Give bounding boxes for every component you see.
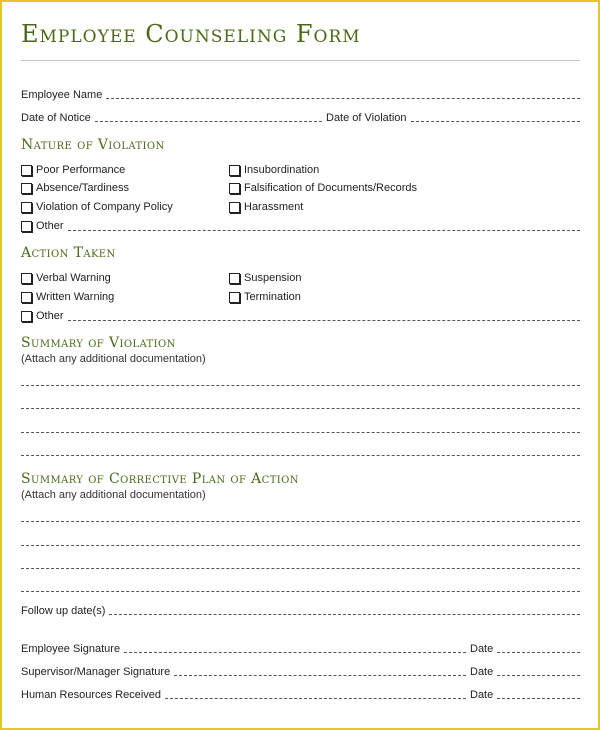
checkbox-icon[interactable] (21, 292, 32, 303)
supervisor-signature-line[interactable] (174, 675, 466, 676)
corrective-plan-line-2[interactable] (21, 545, 580, 546)
checkbox-written-warning[interactable] (21, 290, 114, 304)
corrective-plan-heading: Summary of Corrective Plan of Action (21, 471, 299, 487)
checkbox-company-policy[interactable] (21, 200, 173, 214)
date-of-notice-line[interactable] (95, 121, 322, 122)
checkbox-insubordination[interactable] (229, 163, 319, 177)
hr-date-line[interactable] (497, 698, 580, 699)
summary-violation-line-1[interactable] (21, 385, 580, 386)
follow-up-line[interactable] (109, 614, 580, 615)
follow-up-label: Follow up date(s) (21, 605, 106, 617)
checkbox-termination[interactable] (229, 290, 301, 304)
checkbox-icon[interactable] (21, 311, 32, 322)
hr-received-label: Human Resources Received (21, 689, 162, 701)
employee-name-label: Employee Name (21, 89, 103, 101)
form-title: Employee Counseling Form (21, 20, 361, 48)
supervisor-signature-field[interactable] (21, 664, 466, 678)
checkbox-icon[interactable] (21, 221, 32, 232)
employee-signature-line[interactable] (124, 652, 466, 653)
employee-date-field[interactable] (470, 641, 580, 655)
checkbox-falsification[interactable] (229, 181, 417, 195)
supervisor-signature-label: Supervisor/Manager Signature (21, 666, 171, 678)
title-rule (21, 60, 580, 61)
other-action-line[interactable] (68, 320, 580, 321)
checkbox-icon[interactable] (229, 183, 240, 194)
hr-received-field[interactable] (21, 687, 466, 701)
checkbox-harassment[interactable] (229, 200, 303, 214)
summary-violation-line-3[interactable] (21, 432, 580, 433)
checkbox-icon[interactable] (229, 165, 240, 176)
checkbox-label: Termination (244, 291, 301, 303)
supervisor-date-line[interactable] (497, 675, 580, 676)
corrective-plan-note: (Attach any additional documentation) (21, 489, 206, 501)
checkbox-action-other[interactable] (21, 309, 580, 323)
checkbox-icon[interactable] (21, 183, 32, 194)
follow-up-field[interactable] (21, 603, 580, 617)
summary-violation-line-4[interactable] (21, 455, 580, 456)
employee-signature-field[interactable] (21, 641, 466, 655)
date-of-violation-line[interactable] (411, 121, 580, 122)
checkbox-label: Violation of Company Policy (36, 201, 173, 213)
checkbox-icon[interactable] (229, 292, 240, 303)
corrective-plan-line-3[interactable] (21, 568, 580, 569)
checkbox-violation-other[interactable] (21, 219, 580, 233)
checkbox-label: Harassment (244, 201, 304, 213)
checkbox-absence-tardiness[interactable] (21, 181, 129, 195)
checkbox-label: Absence/Tardiness (36, 182, 129, 194)
checkbox-poor-performance[interactable] (21, 163, 125, 177)
date-label: Date (470, 643, 494, 655)
employee-name-field[interactable] (21, 87, 580, 101)
date-of-notice-label: Date of Notice (21, 112, 91, 124)
checkbox-icon[interactable] (21, 202, 32, 213)
checkbox-label: Verbal Warning (36, 272, 111, 284)
employee-signature-label: Employee Signature (21, 643, 121, 655)
date-label: Date (470, 689, 494, 701)
action-taken-heading: Action Taken (21, 245, 116, 261)
summary-violation-note: (Attach any additional documentation) (21, 353, 206, 365)
checkbox-verbal-warning[interactable] (21, 271, 111, 285)
supervisor-date-field[interactable] (470, 664, 580, 678)
corrective-plan-line-4[interactable] (21, 591, 580, 592)
hr-date-field[interactable] (470, 687, 580, 701)
date-of-violation-label: Date of Violation (326, 112, 407, 124)
checkbox-icon[interactable] (229, 273, 240, 284)
hr-received-line[interactable] (165, 698, 466, 699)
employee-name-line[interactable] (106, 98, 580, 99)
checkbox-label: Insubordination (244, 164, 320, 176)
checkbox-label: Written Warning (36, 291, 115, 303)
corrective-plan-line-1[interactable] (21, 521, 580, 522)
date-of-violation-field[interactable] (326, 110, 580, 124)
summary-violation-heading: Summary of Violation (21, 335, 176, 351)
employee-date-line[interactable] (497, 652, 580, 653)
checkbox-icon[interactable] (21, 273, 32, 284)
date-of-notice-field[interactable] (21, 110, 322, 124)
summary-violation-line-2[interactable] (21, 408, 580, 409)
checkbox-label: Poor Performance (36, 164, 126, 176)
checkbox-label: Other (36, 220, 64, 232)
date-label: Date (470, 666, 494, 678)
checkbox-label: Falsification of Documents/Records (244, 182, 418, 194)
checkbox-suspension[interactable] (229, 271, 302, 285)
nature-of-violation-heading: Nature of Violation (21, 137, 165, 153)
checkbox-label: Other (36, 310, 64, 322)
other-violation-line[interactable] (68, 230, 580, 231)
checkbox-label: Suspension (244, 272, 302, 284)
checkbox-icon[interactable] (229, 202, 240, 213)
checkbox-icon[interactable] (21, 165, 32, 176)
